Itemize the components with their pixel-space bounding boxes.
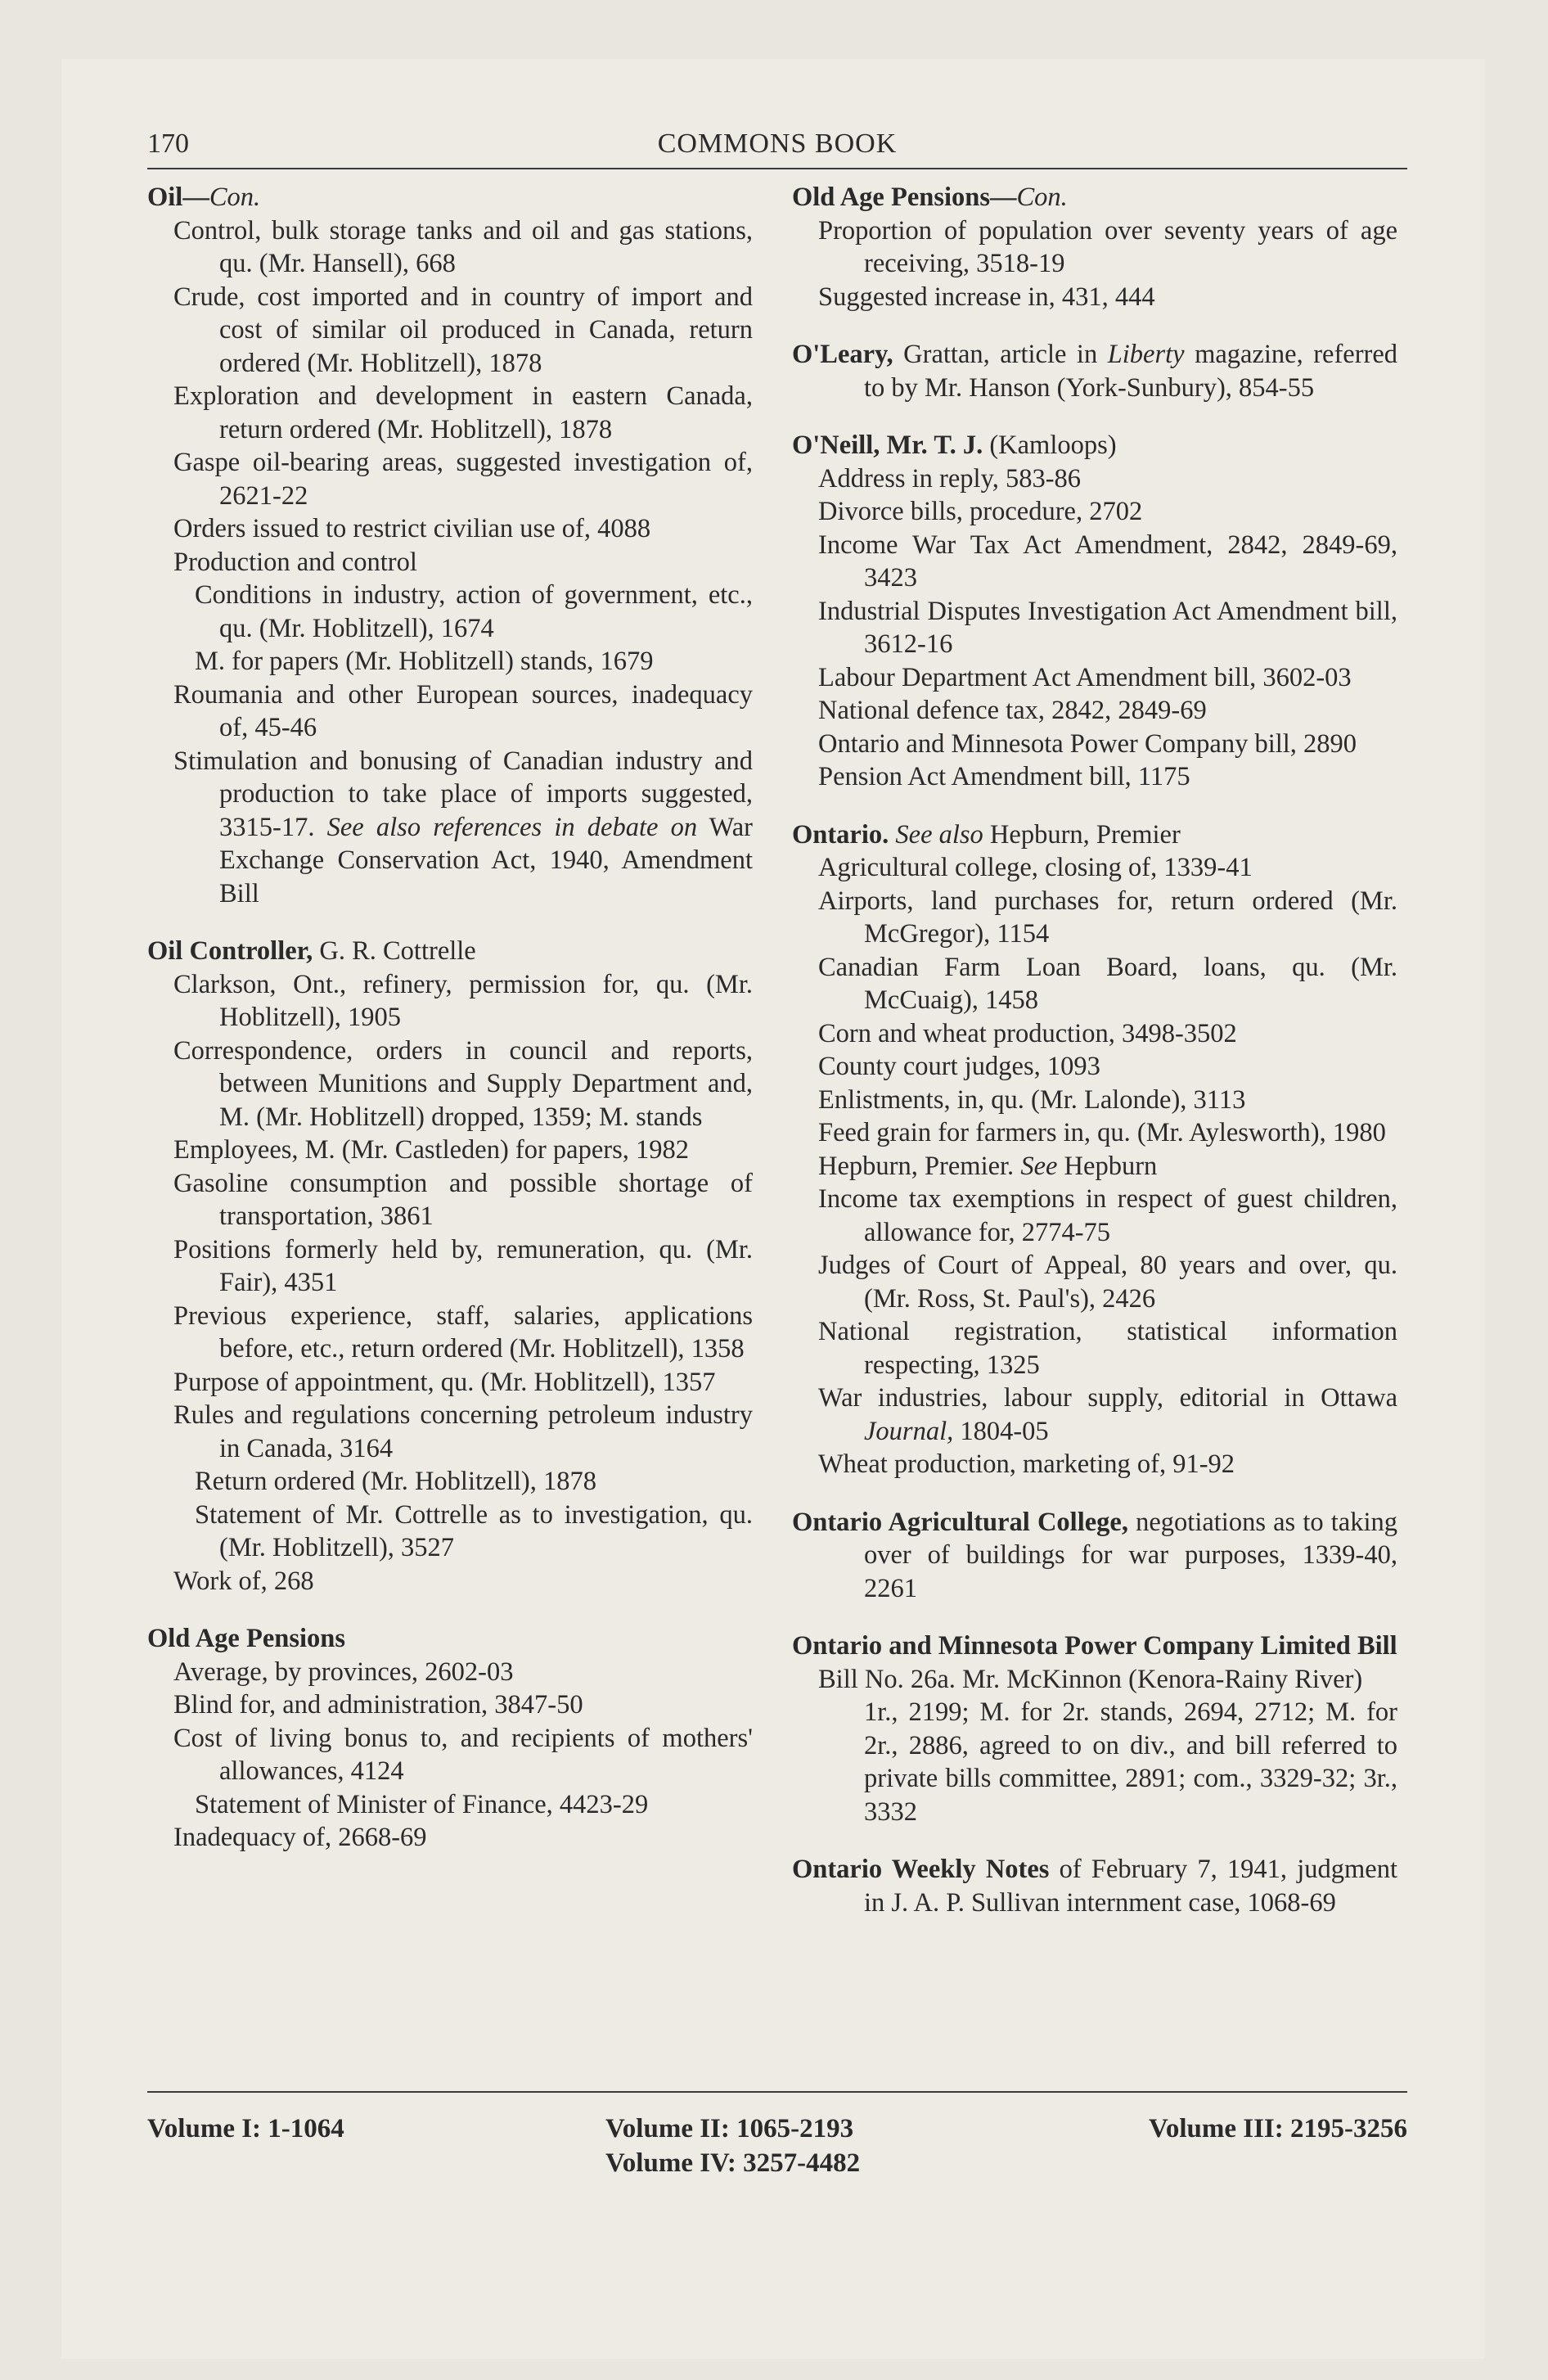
index-entry: Income tax exemptions in respect of guest children, allowance for, 2774-75 xyxy=(818,1184,1397,1247)
index-entry: Corn and wheat production, 3498-3502 xyxy=(818,1018,1237,1048)
index-columns xyxy=(147,181,1407,2112)
index-entry: Stimulation and bonusing of Canadian industry and production to take place of imports suggested, 3315-17. See also references in debate on War Exchange Conservation Act, 1940, Amendment Bill xyxy=(173,746,753,908)
heading-oil-controller: Oil Controller, G. R. Cottrelle xyxy=(147,936,476,966)
running-title: COMMONS BOOK xyxy=(657,128,898,159)
index-entry: Crude, cost imported and in country of import and cost of similar oil produced in Canada, return ordered (Mr. Hoblitzell), 1878 xyxy=(173,282,753,378)
index-entry: Hepburn, Premier. See Hepburn xyxy=(818,1151,1158,1181)
index-subentry: Return ordered (Mr. Hoblitzell), 1878 xyxy=(195,1467,596,1496)
left-column xyxy=(147,181,753,1855)
index-entry: Ontario and Minnesota Power Company bill, 2890 xyxy=(818,728,1357,759)
index-entry: Canadian Farm Loan Board, loans, qu. (Mr. McCuaig), 1458 xyxy=(818,952,1397,1015)
index-entry: Feed grain for farmers in, qu. (Mr. Aylesworth), 1980 xyxy=(818,1118,1386,1147)
page-number: 170 xyxy=(147,128,189,159)
volume-2: Volume II: 1065-2193 xyxy=(605,2114,854,2143)
heading-old-age-pensions-con: Old Age Pensions—Con. xyxy=(792,183,1068,212)
index-entry: Orders issued to restrict civilian use of, 4088 xyxy=(173,514,651,543)
index-entry: National defence tax, 2842, 2849-69 xyxy=(818,696,1207,725)
index-entry: War industries, labour supply, editorial in Ottawa Journal, 1804-05 xyxy=(818,1383,1397,1446)
index-entry: Divorce bills, procedure, 2702 xyxy=(818,497,1143,526)
index-entry: Positions formerly held by, remuneration, qu. (Mr. Fair), 4351 xyxy=(173,1234,753,1297)
index-subentry: 1r., 2199; M. for 2r. stands, 2694, 2712; M. for 2r., 2886, agreed to on div., and bill referred to private bills committee, 2891; com., 3329-32; 3r., 3332 xyxy=(864,1697,1397,1827)
index-entry: Clarkson, Ont., refinery, permission for, qu. (Mr. Hoblitzell), 1905 xyxy=(173,969,753,1032)
index-entry: Blind for, and administration, 3847-50 xyxy=(173,1690,583,1720)
index-entry: Enlistments, in, qu. (Mr. Lalonde), 3113 xyxy=(818,1084,1246,1115)
volume-3: Volume III: 2195-3256 xyxy=(1149,2114,1407,2143)
index-subentry: Statement of Minister of Finance, 4423-29 xyxy=(195,1789,649,1819)
page-header xyxy=(147,119,1407,169)
index-entry: Employees, M. (Mr. Castleden) for papers, 1982 xyxy=(173,1135,690,1165)
see-reference: See xyxy=(1020,1151,1058,1181)
heading-ontario-weekly-notes: Ontario Weekly Notes of February 7, 1941, judgment in J. A. P. Sullivan internment case, 1068-69 xyxy=(792,1855,1397,1918)
index-entry: Average, by provinces, 2602-03 xyxy=(173,1657,514,1687)
volume-1: Volume I: 1-1064 xyxy=(147,2114,344,2143)
index-entry: Judges of Court of Appeal, 80 years and over, qu. (Mr. Ross, St. Paul's), 2426 xyxy=(818,1251,1397,1314)
index-subentry: Statement of Mr. Cottrelle as to investigation, qu. (Mr. Hoblitzell), 3527 xyxy=(195,1499,753,1562)
index-entry: Proportion of population over seventy years of age receiving, 3518-19 xyxy=(818,215,1397,278)
see-reference: See xyxy=(326,812,364,842)
index-entry: Production and control xyxy=(173,547,417,577)
index-entry: Roumania and other European sources, inadequacy of, 45-46 xyxy=(173,679,753,742)
index-entry: Airports, land purchases for, return ordered (Mr. McGregor), 1154 xyxy=(818,886,1397,949)
index-entry: Wheat production, marketing of, 91-92 xyxy=(818,1449,1235,1479)
heading-ontario-agricultural-college: Ontario Agricultural College, negotiations as to taking over of buildings for war purposes, 1339-40, 2261 xyxy=(792,1507,1398,1603)
index-entry: Correspondence, orders in council and reports, between Munitions and Supply Department and, M. (Mr. Hoblitzell) dropped, 1359; M. stands xyxy=(173,1035,753,1132)
index-entry: Income War Tax Act Amendment, 2842, 2849-69, 3423 xyxy=(818,530,1397,593)
index-entry: Gaspe oil-bearing areas, suggested investigation of, 2621-22 xyxy=(173,448,753,511)
index-entry: Pension Act Amendment bill, 1175 xyxy=(818,762,1190,791)
index-subentry: Conditions in industry, action of government, etc., qu. (Mr. Hoblitzell), 1674 xyxy=(195,580,753,643)
index-entry: National registration, statistical information respecting, 1325 xyxy=(818,1317,1397,1380)
index-entry: Agricultural college, closing of, 1339-41 xyxy=(818,853,1253,882)
index-entry: Control, bulk storage tanks and oil and gas stations, qu. (Mr. Hansell), 668 xyxy=(173,215,753,278)
index-entry: Previous experience, staff, salaries, applications before, etc., return ordered (Mr. Hoblitzell), 1358 xyxy=(173,1300,753,1364)
index-entry: Rules and regulations concerning petroleum industry in Canada, 3164 xyxy=(173,1400,753,1463)
heading-oil-con: Oil—Con. xyxy=(147,183,261,212)
index-entry: Purpose of appointment, qu. (Mr. Hoblitzell), 1357 xyxy=(173,1367,716,1397)
index-entry: Exploration and development in eastern Canada, return ordered (Mr. Hoblitzell), 1878 xyxy=(173,381,753,444)
index-subentry: M. for papers (Mr. Hoblitzell) stands, 1679 xyxy=(195,647,654,676)
index-entry: Industrial Disputes Investigation Act Amendment bill, 3612-16 xyxy=(818,596,1397,659)
right-column xyxy=(792,181,1397,1919)
index-entry: County court judges, 1093 xyxy=(818,1052,1100,1081)
index-entry: Bill No. 26a. Mr. McKinnon (Kenora-Rainy River) xyxy=(818,1664,1363,1694)
index-entry: Gasoline consumption and possible shortage of transportation, 3861 xyxy=(173,1168,753,1231)
page-footer xyxy=(147,2091,1407,2191)
heading-oneill: O'Neill, Mr. T. J. (Kamloops) xyxy=(792,430,1117,460)
index-entry: Suggested increase in, 431, 444 xyxy=(818,282,1155,312)
heading-old-age-pensions: Old Age Pensions xyxy=(147,1624,345,1653)
index-page xyxy=(147,119,1407,2112)
heading-ontario: Ontario. See also Hepburn, Premier xyxy=(792,819,1181,850)
index-entry: Labour Department Act Amendment bill, 3602-03 xyxy=(818,662,1352,692)
index-entry: Address in reply, 583-86 xyxy=(818,463,1082,494)
index-entry: Inadequacy of, 2668-69 xyxy=(173,1823,427,1852)
index-entry: Work of, 268 xyxy=(173,1566,314,1596)
volume-4: Volume IV: 3257-4482 xyxy=(605,2148,861,2178)
heading-oleary: O'Leary, Grattan, article in Liberty magazine, referred to by Mr. Hanson (York-Sunbury), 854-55 xyxy=(792,340,1398,403)
index-entry: Cost of living bonus to, and recipients of mothers' allowances, 4124 xyxy=(173,1723,753,1786)
heading-ontario-minnesota: Ontario and Minnesota Power Company Limited Bill xyxy=(792,1631,1397,1661)
